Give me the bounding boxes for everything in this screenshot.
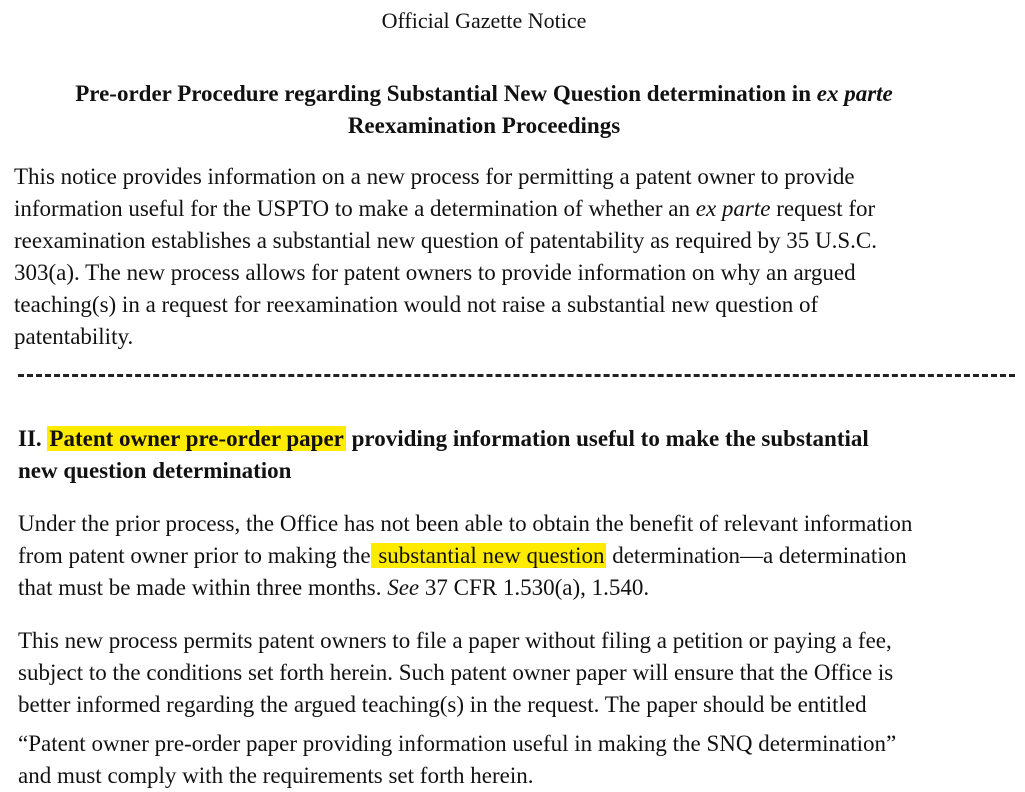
section-heading-line-1 [18, 423, 869, 455]
section-heading-line-2: new question determination [18, 458, 292, 483]
paragraph-text: that must be made within three months. [18, 575, 388, 600]
title-text: Pre-order Procedure regarding Substantial New Question determination in [75, 81, 817, 106]
paragraph-line: and must comply with the requirements set forth herein. [18, 763, 534, 788]
paragraph-line: subject to the conditions set forth herein. Such patent owner paper will ensure that the Office is [18, 660, 894, 685]
highlighted-phrase: substantial new question [372, 543, 605, 568]
intro-line: This notice provides information on a new process for permitting a patent owner to provide [14, 164, 855, 189]
paragraph-line [18, 572, 912, 604]
paragraph-text: determination—a determination [606, 543, 907, 568]
dashed-divider [18, 374, 1015, 377]
section-heading-text: providing information useful to make the substantial [345, 426, 869, 451]
paragraph-text: from patent owner prior to making the [18, 543, 371, 568]
body-paragraph-prior-process [18, 508, 912, 604]
intro-line: patentability. [14, 324, 134, 349]
title-line-1 [0, 78, 968, 110]
intro-line: 303(a). The new process allows for patent owners to provide information on why an argued [14, 260, 856, 285]
notice-header: Official Gazette Notice [381, 8, 587, 33]
intro-line: teaching(s) in a request for reexamination would not raise a substantial new question of [14, 292, 819, 317]
section-number: II. [18, 426, 48, 451]
citation-text: 37 CFR 1.530(a), 1.540. [419, 575, 650, 600]
intro-paragraph [14, 161, 877, 353]
paragraph-line: This new process permits patent owners to file a paper without filing a petition or paying a fee, [18, 628, 892, 653]
paragraph-line [18, 540, 912, 572]
highlighted-phrase: Patent owner pre-order paper [49, 426, 344, 451]
intro-line: reexamination establishes a substantial new question of patentability as required by 35 U.S.C. [14, 228, 877, 253]
body-paragraph-new-process [18, 625, 896, 792]
title-line-2: Reexamination Proceedings [347, 113, 621, 138]
intro-italic: ex parte [695, 196, 771, 221]
paragraph-line-quote: “Patent owner pre-order paper providing information useful in making the SNQ determination” [18, 731, 897, 756]
intro-line [14, 193, 877, 225]
paragraph-line: Under the prior process, the Office has not been able to obtain the benefit of relevant information [18, 511, 913, 536]
intro-text: information useful for the USPTO to make a determination of whether an [14, 196, 696, 221]
section-heading [18, 423, 869, 487]
title-italic: ex parte [816, 81, 893, 106]
citation-signal: See [387, 575, 420, 600]
intro-text: request for [770, 196, 876, 221]
paragraph-line: better informed regarding the argued teaching(s) in the request. The paper should be entitled [18, 692, 867, 717]
document-title [0, 78, 968, 142]
